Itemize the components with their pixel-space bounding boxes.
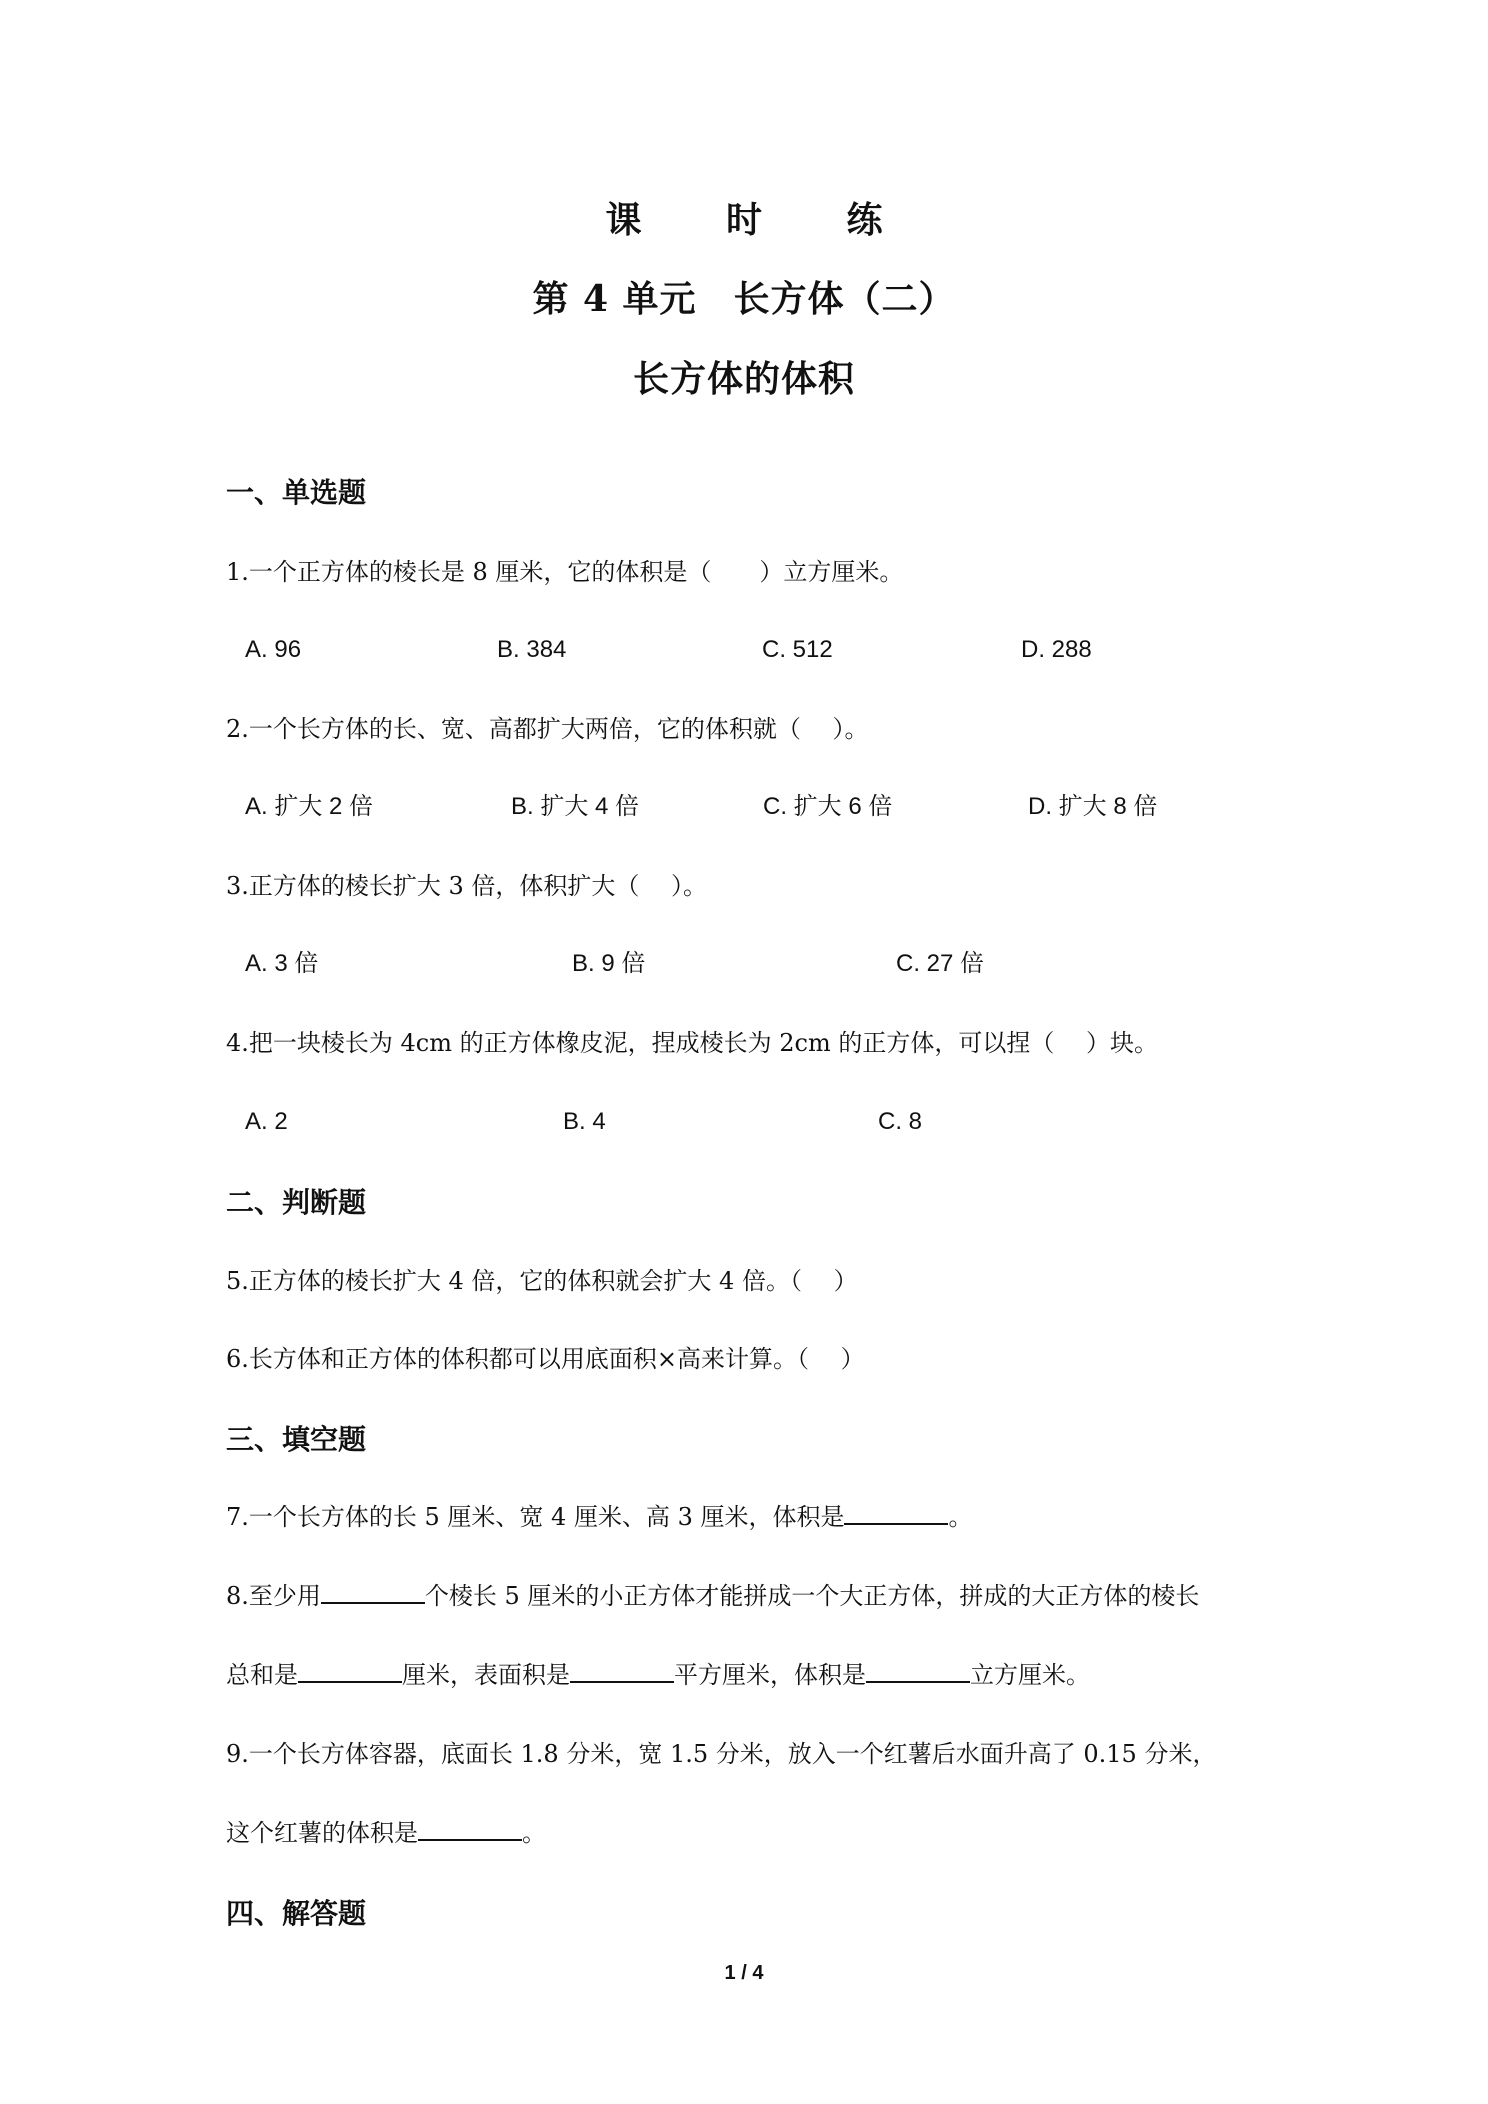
q2-option-a: A. 扩大 2 倍 <box>245 793 374 820</box>
question-6: 6.长方体和正方体的体积都可以用底面积×高来计算。（ ） <box>226 1345 865 1373</box>
q8-text-f: 立方厘米。 <box>970 1661 1090 1689</box>
section-heading-single-choice: 一、单选题 <box>226 476 367 509</box>
unit-title: 第 4 单元 长方体（二） <box>532 278 956 320</box>
question-5: 5.正方体的棱长扩大 4 倍，它的体积就会扩大 4 倍。（ ） <box>226 1267 858 1295</box>
q2-option-c: C. 扩大 6 倍 <box>763 793 893 820</box>
question-8-line-2 <box>226 1659 1090 1691</box>
q8-text-e: 平方厘米，体积是 <box>674 1661 866 1689</box>
q2-option-d: D. 扩大 8 倍 <box>1028 793 1158 820</box>
q3-option-b: B. 9 倍 <box>572 950 646 977</box>
q8-text-a: 8.至少用 <box>226 1582 321 1610</box>
section-heading-fill-in: 三、填空题 <box>226 1423 367 1456</box>
q8-text-b: 个棱长 5 厘米的小正方体才能拼成一个大正方体，拼成的大正方体的棱长 <box>424 1582 1200 1610</box>
q3-option-c: C. 27 倍 <box>896 950 985 977</box>
q7-answer-blank[interactable] <box>844 1501 948 1525</box>
q8-blank-count[interactable] <box>321 1580 425 1604</box>
lesson-title: 长方体的体积 <box>632 358 855 400</box>
question-4: 4.把一块棱长为 4cm 的正方体橡皮泥，捏成棱长为 2cm 的正方体，可以捏（ ）块。 <box>226 1029 1158 1057</box>
question-7 <box>226 1501 972 1533</box>
q2-option-b: B. 扩大 4 倍 <box>511 793 640 820</box>
section-heading-true-false: 二、判断题 <box>226 1186 367 1219</box>
question-3: 3.正方体的棱长扩大 3 倍，体积扩大（ ）。 <box>226 872 708 900</box>
q9-text-before: 这个红薯的体积是 <box>226 1819 418 1847</box>
q8-text-d: 厘米，表面积是 <box>402 1661 570 1689</box>
q8-blank-volume[interactable] <box>866 1659 970 1683</box>
q8-blank-surface-area[interactable] <box>570 1659 674 1683</box>
question-9-line-1: 9.一个长方体容器，底面长 1.8 分米，宽 1.5 分米，放入一个红薯后水面升高了 0.15 分米， <box>226 1740 1217 1768</box>
q1-option-b: B. 384 <box>497 636 567 663</box>
question-8-line-1 <box>226 1580 1199 1612</box>
page-number: 1 / 4 <box>724 1962 764 1984</box>
q8-blank-edge-sum[interactable] <box>298 1659 402 1683</box>
question-9-line-2 <box>226 1817 546 1849</box>
q9-answer-blank[interactable] <box>418 1817 522 1841</box>
q3-option-a: A. 3 倍 <box>245 950 319 977</box>
worksheet-title: 课 时 练 <box>605 199 919 241</box>
section-heading-problems: 四、解答题 <box>226 1897 367 1930</box>
q4-option-a: A. 2 <box>245 1108 288 1135</box>
q7-text-after: 。 <box>948 1503 973 1531</box>
q7-text-before: 7.一个长方体的长 5 厘米、宽 4 厘米、高 3 厘米，体积是 <box>226 1503 845 1531</box>
q1-option-d: D. 288 <box>1021 636 1092 663</box>
question-1: 1.一个正方体的棱长是 8 厘米，它的体积是（ ）立方厘米。 <box>226 558 904 586</box>
q4-option-c: C. 8 <box>878 1108 923 1135</box>
q9-text-after: 。 <box>522 1819 546 1847</box>
q1-option-a: A. 96 <box>245 636 302 663</box>
q1-option-c: C. 512 <box>762 636 833 663</box>
question-2: 2.一个长方体的长、宽、高都扩大两倍，它的体积就（ ）。 <box>226 715 869 743</box>
q4-option-b: B. 4 <box>563 1108 606 1135</box>
q8-text-c: 总和是 <box>226 1661 298 1689</box>
